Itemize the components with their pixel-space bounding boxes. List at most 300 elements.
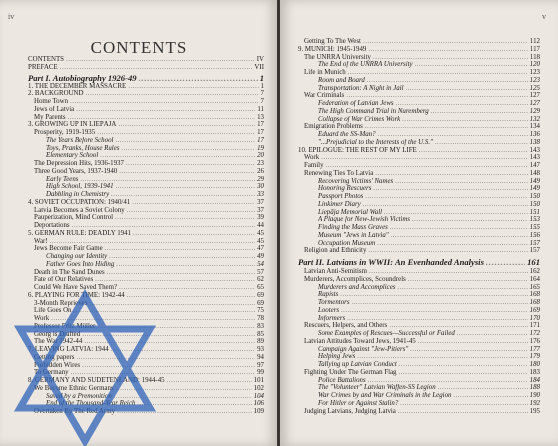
toc-entry: [28, 191, 264, 199]
toc-entry-title: Museum "Jews in Latvia": [318, 231, 389, 239]
toc-entry-title: Family: [304, 162, 324, 169]
toc-entry: [298, 178, 540, 186]
toc-entry-page: 7: [260, 90, 264, 98]
toc-entry-page: 7: [260, 98, 264, 105]
dot-leader: [408, 276, 528, 284]
toc-entry-page: 177: [529, 345, 540, 353]
toc-entry: [298, 240, 540, 248]
toc-entry-title: Police Battalions: [318, 376, 366, 384]
toc-entry-page: 188: [529, 384, 540, 392]
toc-entry: [298, 224, 540, 232]
dot-leader: [410, 346, 527, 354]
dot-leader: [95, 276, 255, 284]
toc-entry-title: Forbidden Wires: [34, 361, 81, 369]
dot-leader: [391, 232, 528, 240]
toc-entry-title: Room and Board: [318, 76, 365, 84]
toc-entry-page: 45: [257, 237, 264, 245]
toc-entry-page: 129: [529, 107, 540, 115]
toc-entry-page: 106: [253, 400, 264, 408]
toc-entry-page: 94: [257, 353, 264, 361]
toc-entry: [298, 108, 540, 116]
dot-leader: [71, 369, 256, 377]
toc-entry-page: 101: [253, 377, 264, 384]
toc-entry-page: 37: [257, 198, 264, 206]
toc-entry: [28, 183, 264, 191]
toc-entry-page: 112: [529, 38, 540, 45]
toc-entry-title: Elementary School: [46, 152, 99, 160]
toc-entry-title: Fate of Our Relatives: [34, 276, 94, 284]
dot-leader: [119, 284, 255, 292]
page-number-left: iv: [8, 12, 15, 21]
dot-leader: [365, 123, 528, 131]
toc-entry-title: Part I. Autobiography 1926-49: [28, 72, 137, 83]
toc-entry: [298, 162, 540, 170]
toc-entry-title: Prosperity, 1919-1935: [34, 129, 96, 136]
toc-entry-page: 39: [257, 214, 264, 222]
toc-entry-title: Father Goes Into Hiding: [46, 260, 115, 268]
toc-entry-page: 127: [529, 100, 540, 107]
toc-entry: [28, 338, 264, 346]
toc-entry-title: Honoring Rescuers: [318, 185, 372, 193]
toc-entry-page: 156: [529, 231, 540, 239]
dot-leader: [390, 224, 528, 232]
dot-leader: [340, 291, 527, 299]
dot-leader: [357, 353, 527, 361]
toc-entry-page: 127: [529, 92, 540, 100]
dot-leader: [105, 245, 255, 253]
toc-entry: [28, 276, 264, 284]
toc-entry: [298, 330, 540, 338]
toc-entry-title: "...Prejudicial to the Interests of the U.S.": [318, 138, 433, 146]
dot-leader: [363, 201, 528, 209]
toc-entry-title: Renewing Ties To Latvia: [304, 169, 374, 177]
toc-entry: [28, 331, 264, 339]
toc-entry-title: Latvia Becomes a Soviet Colony: [34, 206, 125, 214]
toc-entry: [28, 377, 264, 385]
toc-entry: [28, 292, 264, 300]
toc-entry: [28, 152, 264, 160]
dot-leader: [84, 338, 255, 346]
page-number-right: v: [542, 12, 546, 21]
toc-entry-title: 6. PLAYING FOR TIME: 1942-44: [28, 291, 125, 299]
dot-leader: [114, 393, 252, 401]
toc-entry-page: 120: [529, 61, 540, 69]
toc-entry-title: Judging Latvians, Judging Latvia: [304, 407, 396, 415]
toc-entry-title: Helping Jews: [318, 353, 356, 361]
toc-entry: [298, 346, 540, 354]
toc-entry-title: Changing our Identity: [46, 253, 108, 260]
dot-leader: [399, 361, 528, 369]
toc-entry-page: 78: [257, 315, 264, 322]
toc-entry-page: 165: [529, 283, 540, 291]
toc-entry-title: Home Town: [34, 98, 69, 105]
toc-entry: [28, 393, 264, 401]
toc-entry-page: 104: [253, 392, 264, 400]
toc-entry: [298, 377, 540, 385]
dot-leader: [399, 369, 528, 377]
toc-entry-page: 195: [529, 407, 540, 415]
toc-entry-title: Saved by a Premonition: [46, 392, 112, 400]
toc-entry-title: Professor Fritz Müller: [34, 322, 96, 330]
toc-entry: [28, 323, 264, 331]
dot-leader: [74, 307, 256, 315]
toc-entry-page: 171: [529, 322, 540, 330]
toc-entry-page: 65: [257, 284, 264, 291]
toc-entry: [28, 129, 264, 137]
toc-entry: [28, 408, 264, 416]
toc-entry-title: Early Teens: [46, 175, 79, 183]
toc-entry: [298, 123, 540, 131]
toc-entry: [28, 207, 264, 215]
toc-entry: [28, 362, 264, 370]
toc-entry-page: 83: [257, 322, 264, 330]
toc-entry-title: 4. SOVIET OCCUPATION: 1940/41: [28, 198, 131, 206]
dot-leader: [418, 338, 528, 346]
toc-entry: [298, 54, 540, 62]
toc-entry-title: Finding the Mass Graves: [318, 224, 388, 231]
toc-entry-title: Death in The Sand Dunes: [34, 268, 105, 276]
toc-entry-title: War Criminals: [304, 92, 345, 100]
toc-list-left: [28, 56, 264, 416]
toc-entry-title: Some Examples of Rescues—Successful or Failed: [318, 330, 455, 337]
toc-entry-page: 17: [257, 136, 264, 144]
dot-leader: [121, 145, 255, 153]
dot-leader: [132, 199, 255, 207]
toc-entry-page: 102: [253, 384, 264, 392]
toc-entry-page: 172: [529, 330, 540, 337]
toc-entry-page: VII: [254, 63, 264, 71]
toc-entry-page: 153: [529, 216, 540, 224]
dot-leader: [66, 56, 255, 64]
dot-leader: [397, 284, 527, 292]
toc-entry-page: 23: [257, 160, 264, 167]
toc-entry-title: Linkimer Diary: [318, 200, 361, 208]
toc-entry-page: 149: [529, 177, 540, 185]
toc-entry: [298, 369, 540, 377]
toc-entry-title: Tallying up Latvian Conduct: [318, 361, 397, 368]
toc-entry-page: 148: [529, 169, 540, 177]
toc-entry-page: 89: [257, 338, 264, 346]
toc-entry-title: End of the Thousand-Year Reich: [46, 400, 136, 408]
toc-entry-title: PREFACE: [28, 63, 58, 71]
toc-entry: [298, 100, 540, 108]
toc-entry: [298, 209, 540, 217]
toc-entry: [298, 185, 540, 193]
toc-entry: [298, 38, 540, 46]
toc-entry-page: 151: [529, 208, 540, 216]
dot-leader: [127, 207, 255, 215]
toc-entry-title: War Crimes by and War Criminals in the Legion: [318, 392, 452, 399]
toc-entry: [298, 139, 540, 147]
toc-entry: [298, 247, 540, 255]
toc-entry-title: 7. LEAVING LATVIA: 1944: [28, 346, 109, 353]
toc-entry-title: Religion and Ethnicity: [304, 247, 367, 255]
toc-entry-title: For Hitler or Against Stalin?: [318, 399, 399, 407]
dot-leader: [375, 170, 527, 178]
dot-leader: [368, 377, 528, 385]
toc-entry-title: Deportations: [34, 222, 70, 229]
toc-entry-page: 1: [260, 82, 264, 90]
toc-entry-page: 30: [257, 183, 264, 191]
toc-entry-page: 192: [529, 399, 540, 407]
toc-entry: [298, 353, 540, 361]
toc-list-right: [298, 38, 540, 415]
toc-entry-page: 162: [529, 268, 540, 275]
toc-entry: [298, 276, 540, 284]
toc-entry: [28, 56, 264, 64]
toc-entry-page: IV: [256, 56, 264, 63]
dot-leader: [363, 38, 528, 46]
toc-entry-title: 8. GERMANY AND SUDETENLAND: 1944-45: [28, 377, 165, 384]
toc-entry: [28, 222, 264, 230]
toc-entry-page: 183: [529, 368, 540, 376]
dot-leader: [72, 222, 256, 230]
toc-entry-title: Jews of Latvia: [34, 105, 75, 113]
toc-entry: [28, 307, 264, 315]
toc-part-heading: [28, 73, 264, 83]
toc-entry-title: Life in Munich: [304, 69, 346, 76]
dot-leader: [51, 315, 255, 323]
toc-entry-title: Tormentors: [318, 299, 350, 306]
dot-leader: [367, 77, 528, 85]
toc-entry-title: The Depression Hits, 1936-1937: [34, 160, 124, 167]
toc-entry-page: 157: [529, 247, 540, 255]
toc-entry: [28, 253, 264, 261]
toc-entry-page: 54: [257, 260, 264, 268]
toc-entry-title: Fighting Under The German Flag: [304, 368, 397, 376]
toc-entry: [298, 408, 540, 416]
toc-entry: [28, 400, 264, 408]
dot-leader: [116, 183, 256, 191]
toc-entry-title: Work: [34, 315, 50, 322]
dot-leader: [82, 362, 255, 370]
toc-entry-page: 97: [257, 361, 264, 369]
toc-entry-page: 132: [529, 115, 540, 123]
dot-leader: [453, 392, 527, 400]
dot-leader: [60, 64, 253, 72]
toc-entry: [298, 284, 540, 292]
toc-entry: [28, 90, 264, 98]
dot-leader: [167, 377, 252, 385]
toc-entry: [28, 315, 264, 323]
toc-entry: [28, 176, 264, 184]
dot-leader: [341, 307, 528, 315]
dot-leader: [369, 268, 528, 276]
dot-leader: [86, 90, 259, 98]
toc-entry-title: Work: [304, 154, 320, 162]
toc-entry-title: 5. GERMAN RULE: DEADLY 1941: [28, 229, 131, 237]
toc-entry-title: High School, 1939-1941: [46, 183, 114, 191]
toc-entry: [28, 245, 264, 253]
dot-leader: [438, 384, 528, 392]
dot-leader: [70, 98, 259, 106]
toc-entry-page: 138: [529, 138, 540, 146]
toc-entry-page: 44: [257, 222, 264, 229]
toc-entry: [298, 361, 540, 369]
toc-entry-title: Getting To The West: [304, 38, 361, 45]
dot-leader: [400, 400, 527, 408]
toc-entry-title: Could We Have Saved Them?: [34, 284, 118, 291]
dot-leader: [117, 408, 252, 416]
dot-leader: [352, 299, 528, 307]
dot-leader: [116, 261, 255, 269]
toc-entry: [28, 261, 264, 269]
toc-entry-page: 11: [257, 105, 264, 113]
toc-entry-title: The "Volunteer" Latvian Waffen-SS Legion: [318, 384, 436, 392]
toc-entry: [28, 369, 264, 377]
toc-entry-page: 161: [527, 257, 540, 267]
toc-entry-title: We Become Ethnic Germans: [34, 384, 114, 392]
dot-leader: [321, 154, 528, 162]
toc-entry: [28, 385, 264, 393]
dot-leader: [348, 69, 528, 77]
toc-entry-page: 69: [257, 291, 264, 299]
toc-entry-title: Rescuers, Helpers, and Others: [304, 322, 388, 330]
dot-leader: [119, 168, 255, 176]
toc-entry-page: 45: [257, 229, 264, 237]
toc-entry: [298, 322, 540, 330]
toc-entry: [28, 269, 264, 277]
dot-leader: [107, 269, 255, 277]
toc-entry-page: 168: [529, 291, 540, 299]
toc-entry-page: 180: [529, 361, 540, 368]
toc-entry-page: 13: [257, 113, 264, 121]
dot-leader: [76, 106, 255, 114]
dot-leader: [435, 139, 528, 147]
toc-entry-title: Jews Become Fair Game: [34, 245, 103, 253]
toc-entry: [28, 160, 264, 168]
dot-leader: [431, 108, 528, 116]
toc-entry-page: 170: [529, 314, 540, 322]
toc-entry-title: 9. MUNICH: 1945-1949: [298, 45, 367, 53]
toc-entry-title: 2. BACKGROUND: [28, 90, 84, 98]
toc-entry: [298, 77, 540, 85]
dot-leader: [97, 323, 255, 331]
toc-entry-title: Georg is Drafted: [34, 330, 81, 338]
dot-leader: [89, 300, 255, 308]
toc-entry: [298, 299, 540, 307]
dot-leader: [111, 346, 255, 354]
toc-entry-title: Latvian Anti-Semitism: [304, 268, 367, 275]
toc-entry: [28, 238, 264, 246]
dot-leader: [377, 240, 527, 248]
toc-entry-page: 26: [257, 167, 264, 175]
toc-entry: [28, 114, 264, 122]
toc-entry-page: 117: [529, 45, 540, 53]
toc-entry: [28, 106, 264, 114]
toc-entry-title: The War 1942-44: [34, 338, 83, 346]
toc-entry-page: 49: [257, 253, 264, 260]
dot-leader: [402, 116, 527, 124]
toc-entry-title: Collapse of War Crimes Work: [318, 115, 401, 123]
toc-entry: [298, 193, 540, 201]
dot-leader: [128, 83, 258, 91]
toc-entry-page: 123: [529, 69, 540, 76]
toc-entry: [28, 214, 264, 222]
left-page: [0, 0, 278, 446]
toc-entry-page: 155: [529, 224, 540, 231]
toc-entry-page: 37: [257, 206, 264, 214]
toc-entry: [28, 83, 264, 91]
toc-entry-page: 109: [253, 408, 264, 415]
toc-entry: [28, 230, 264, 238]
toc-entry-page: 20: [257, 152, 264, 160]
toc-entry-title: Eduard the SS-Man?: [318, 131, 376, 138]
dot-leader: [486, 257, 525, 267]
toc-entry-page: 150: [529, 193, 540, 200]
toc-entry: [298, 216, 540, 224]
toc-entry-page: 29: [257, 175, 264, 183]
toc-entry-page: 150: [529, 200, 540, 208]
toc-entry-title: 3-Month Reprieves: [34, 299, 88, 307]
toc-entry-title: To Germany: [34, 369, 69, 377]
toc-entry-title: My Parents: [34, 113, 66, 121]
toc-entry-title: The UNRRA University: [304, 53, 371, 61]
dot-leader: [389, 322, 527, 330]
toc-entry-title: A Plaque for New-Jewish Victims: [318, 216, 410, 224]
toc-entry: [28, 145, 264, 153]
toc-entry: [298, 85, 540, 93]
dot-leader: [111, 191, 255, 199]
toc-entry-title: Passport Photos: [318, 193, 364, 200]
toc-entry-page: 164: [529, 275, 540, 283]
toc-entry-page: 62: [257, 276, 264, 284]
toc-entry-page: 168: [529, 299, 540, 306]
dot-leader: [373, 54, 528, 62]
toc-entry: [298, 201, 540, 209]
toc-entry-title: 3. GROWING UP IN LIEPĀJA: [28, 121, 117, 129]
dot-leader: [365, 193, 527, 201]
toc-entry: [28, 98, 264, 106]
toc-entry-title: Three Good Years, 1937-1940: [34, 167, 118, 175]
dot-leader: [384, 209, 528, 217]
dot-leader: [118, 121, 255, 129]
toc-entry-page: 190: [529, 392, 540, 399]
toc-entry: [298, 69, 540, 77]
dot-leader: [126, 160, 255, 168]
toc-entry-page: 93: [257, 346, 264, 353]
toc-entry-title: Pauperization, Mind Control: [34, 214, 114, 222]
toc-entry-title: Campaign Against "Jew-Pitiers": [318, 345, 409, 353]
toc-entry: [28, 284, 264, 292]
toc-entry: [298, 92, 540, 100]
toc-entry-page: 169: [529, 306, 540, 314]
toc-entry-title: Rapists: [318, 291, 339, 299]
toc-entry-page: 184: [529, 376, 540, 384]
toc-entry: [298, 61, 540, 69]
dot-leader: [378, 131, 528, 139]
toc-entry-page: 123: [529, 76, 540, 84]
dot-leader: [368, 46, 528, 54]
toc-entry-page: 136: [529, 131, 540, 138]
toc-entry-title: Occupation Museum: [318, 239, 376, 247]
dot-leader: [80, 176, 255, 184]
toc-entry-page: 69: [257, 299, 264, 307]
toc-entry: [298, 154, 540, 162]
toc-entry-title: Murderers and Accomplices: [318, 283, 396, 291]
toc-entry-page: 17: [257, 121, 264, 129]
toc-entry-page: 99: [257, 369, 264, 377]
toc-entry-page: 147: [529, 162, 540, 169]
toc-entry-title: Part II. Latvians in WWII: An Evenhanded Analysis: [298, 257, 484, 267]
toc-entry-title: Transportation: A Night in Jail: [318, 84, 404, 92]
toc-part-heading: [298, 257, 540, 267]
dot-leader: [127, 292, 255, 300]
toc-entry-page: 85: [257, 330, 264, 338]
toc-entry: [298, 392, 540, 400]
toc-entry-title: War!: [34, 237, 48, 245]
dot-leader: [406, 85, 528, 93]
